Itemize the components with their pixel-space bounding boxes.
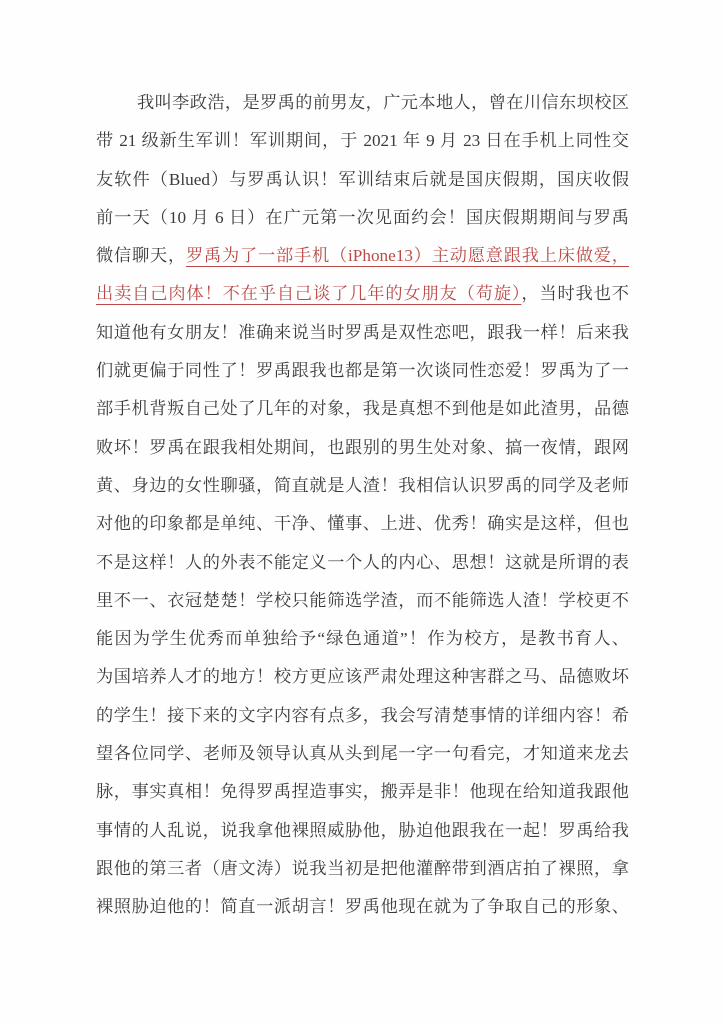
body-text: 友软件（Blued）与罗禹认识！军训结束后就是国庆假期，国庆收假 xyxy=(96,169,629,189)
text-line xyxy=(96,850,629,888)
text-line xyxy=(96,467,629,505)
text-line xyxy=(96,888,629,926)
body-text: 部手机背叛自己处了几年的对象，我是真想不到他是如此渣男，品德 xyxy=(96,399,629,419)
text-line xyxy=(96,199,629,237)
body-text: 知道他有女朋友！准确来说当时罗禹是双性恋吧，跟我一样！后来我 xyxy=(96,322,629,342)
text-line xyxy=(96,735,629,773)
body-text: 裸照胁迫他的！简直一派胡言！罗禹他现在就为了争取自己的形象、 xyxy=(96,897,629,917)
body-text: ，当时我也不 xyxy=(521,284,629,304)
text-line xyxy=(96,314,629,352)
text-line xyxy=(96,620,629,658)
red-underlined-text: 出卖自己肉体！不在乎自己谈了几年的女朋友（苟旋） xyxy=(96,284,522,304)
body-text: 望各位同学、老师及领导认真从头到尾一字一句看完，才知道来龙去 xyxy=(96,744,629,764)
body-text: 事情的人乱说，说我拿他裸照威胁他，胁迫他跟我在一起！罗禹给我 xyxy=(96,820,629,840)
body-text: 微信聊天， xyxy=(96,246,187,266)
text-line xyxy=(96,658,629,696)
text-line xyxy=(96,812,629,850)
body-text: 为国培养人才的地方！校方更应该严肃处理这种害群之马、品德败坏 xyxy=(96,667,629,687)
text-line xyxy=(96,697,629,735)
text-line xyxy=(96,84,629,122)
text-line xyxy=(96,237,629,275)
body-text: 前一天（10 月 6 日）在广元第一次见面约会！国庆假期期间与罗禹 xyxy=(96,207,629,227)
document-body xyxy=(96,84,629,927)
text-line xyxy=(96,122,629,160)
text-line xyxy=(96,275,629,313)
body-text: 黄、身边的女性聊骚，简直就是人渣！我相信认识罗禹的同学及老师 xyxy=(96,475,629,495)
text-line xyxy=(96,390,629,428)
body-text: 不是这样！人的外表不能定义一个人的内心、思想！这就是所谓的表 xyxy=(96,552,629,572)
body-text: 能因为学生优秀而单独给予“绿色通道”！作为校方，是教书育人、 xyxy=(96,629,629,649)
text-line xyxy=(96,544,629,582)
text-line xyxy=(96,582,629,620)
body-text: 带 21 级新生军训！军训期间，于 2021 年 9 月 23 日在手机上同性交 xyxy=(96,131,629,151)
body-text: 脉，事实真相！免得罗禹捏造事实，搬弄是非！他现在给知道我跟他 xyxy=(96,782,629,802)
text-line xyxy=(96,773,629,811)
body-text: 里不一、衣冠楚楚！学校只能筛选学渣，而不能筛选人渣！学校更不 xyxy=(96,590,629,610)
text-line xyxy=(96,429,629,467)
body-text: 我叫李政浩，是罗禹的前男友，广元本地人，曾在川信东坝校区 xyxy=(137,93,629,112)
body-text: 的学生！接下来的文字内容有点多，我会写清楚事情的详细内容！希 xyxy=(96,705,629,725)
body-text: 败坏！罗禹在跟我相处期间，也跟别的男生处对象、搞一夜情，跟网 xyxy=(96,437,629,457)
red-underlined-text: 罗禹为了一部手机（iPhone13）主动愿意跟我上床做爱， xyxy=(186,246,629,266)
text-line xyxy=(96,352,629,390)
text-line xyxy=(96,505,629,543)
text-line xyxy=(96,161,629,199)
body-text: 们就更偏于同性了！罗禹跟我也都是第一次谈同性恋爱！罗禹为了一 xyxy=(96,361,629,381)
body-text: 对他的印象都是单纯、干净、懂事、上进、优秀！确实是这样，但也 xyxy=(96,514,629,534)
body-text: 跟他的第三者（唐文涛）说我当初是把他灌醉带到酒店拍了裸照，拿 xyxy=(96,858,629,878)
